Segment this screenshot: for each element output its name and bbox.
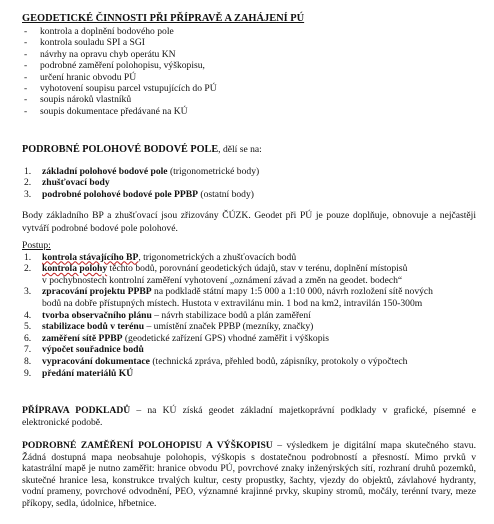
list-item: - soupis dokumentace předávané na KÚ — [24, 105, 188, 117]
procedure-label: Postup: — [22, 240, 51, 251]
section-title: GEODETICKÉ ČINNOSTI PŘI PŘÍPRAVĚ A ZAHÁJENÍ PÚ — [22, 13, 305, 24]
section-title-suffix: , dělí se na: — [218, 144, 262, 155]
list-item: - určení hranic obvodu PÚ — [24, 71, 137, 83]
section-preparation — [22, 405, 476, 428]
list-item: 1. kontrola stávajícího BP, trigonometrických a zhušťovacích bodů — [24, 251, 297, 263]
section-title: PŘÍPRAVA PODKLADŮ — [22, 405, 131, 416]
list-item: - kontrola souladu SPI a SGI — [24, 37, 145, 49]
section-text: – výsledkem je digitální mapa skutečného stavu. Žádná dostupná mapa neobsahuje polohopis, výškopis s dostatečnou podrobností a přesností. Mimo prvků v katastrální mapě je nutno zaměřit: hranice obvodu PÚ, povrchové znaky inženýrských sítí, rozhraní druhů pozemků, skutečné hranice lesa, konstrukce trvalých kultur, cesty propustky, šachty, vjezdy do objektů, závlahové hydranty, vodní prameny, povrchové odvodnění, PEO, významné krajinné prvky, skupiny stromů, močály, terénní tvary, meze příkopy, sedla, údolnice, hřbetnice. — [22, 440, 476, 509]
list-item: 5. stabilizace bodů v terénu – umístění značek PPBP (mezníky, značky) — [24, 321, 314, 333]
activity-list — [22, 26, 476, 117]
list-item: 6. zaměření sítě PPBP (geodetické zařízení GPS) vhodné zaměřit i výškopis — [24, 332, 329, 344]
section-text: – na KÚ získá geodet základní majetkoprávní podklady v grafické, písemné e elektronické podobě. — [22, 405, 476, 428]
list-item: - soupis nároků vlastníků — [24, 94, 132, 106]
list-item: 7. výpočet souřadnice bodů — [24, 344, 144, 356]
procedure-list — [22, 252, 476, 380]
paragraph: Body základního BP a zhušťovací jsou zřizovány ČÚZK. Geodet při PÚ je pouze doplňuje, obnovuje a nejčastěji vytváří podrobné bodové pole polohové. — [22, 210, 476, 234]
point-field-list — [22, 166, 476, 201]
section-procedure — [22, 240, 476, 379]
list-item: - podrobné zaměření polohopisu, výškopisu, — [24, 60, 205, 72]
section-point-field — [22, 144, 476, 235]
list-item: 4. tvorba observačního plánu – návrh stabilizace bodů a plán zaměření — [24, 309, 311, 321]
list-item: - kontrola a doplnění bodového pole — [24, 26, 174, 37]
section-geodetic-activities — [22, 13, 476, 117]
list-item: - návrhy na opravu chyb operátu KN — [24, 48, 176, 60]
list-item: 8. vypracování dokumentace (technická zpráva, přehled bodů, zápisníky, protokoly o výpočtech — [24, 355, 408, 367]
list-item: 3. podrobné polohové bodové pole PPBP (ostatní body) — [24, 188, 254, 200]
list-item: 2. zhušťovací body — [24, 177, 110, 189]
list-item: 1. základní polohové bodové pole (trigonometrické body) — [24, 165, 260, 177]
section-title: PODROBNÉ ZAMĚŘENÍ POLOHOPISU A VÝŠKOPISU — [22, 440, 273, 451]
section-heading — [22, 144, 476, 156]
section-detailed-survey — [22, 440, 476, 510]
section-title: PODROBNÉ POLOHOVÉ BODOVÉ POLE — [22, 144, 219, 155]
list-item: 9. předání materiálů KÚ — [24, 367, 134, 379]
list-item: 3. zpracování projektu PPBP na podkladě státní mapy 1:5 000 a 1:10 000, návrh rozložení sítě nových bodů na dobře přístupných místech. Hustota v extravilánu min. 1 bod na km2, intravilán 150-300m — [24, 286, 433, 309]
list-item: 2. kontrola polohy těchto bodů, porovnání geodetických údajů, stav v terénu, doplnění místopisů v pochybnostech kontrolní zaměření vyhotovení „oznámení závad a změn na geodet. bodech“ — [24, 263, 408, 286]
list-item: - vyhotovení soupisu parcel vstupujících do PÚ — [24, 82, 217, 94]
